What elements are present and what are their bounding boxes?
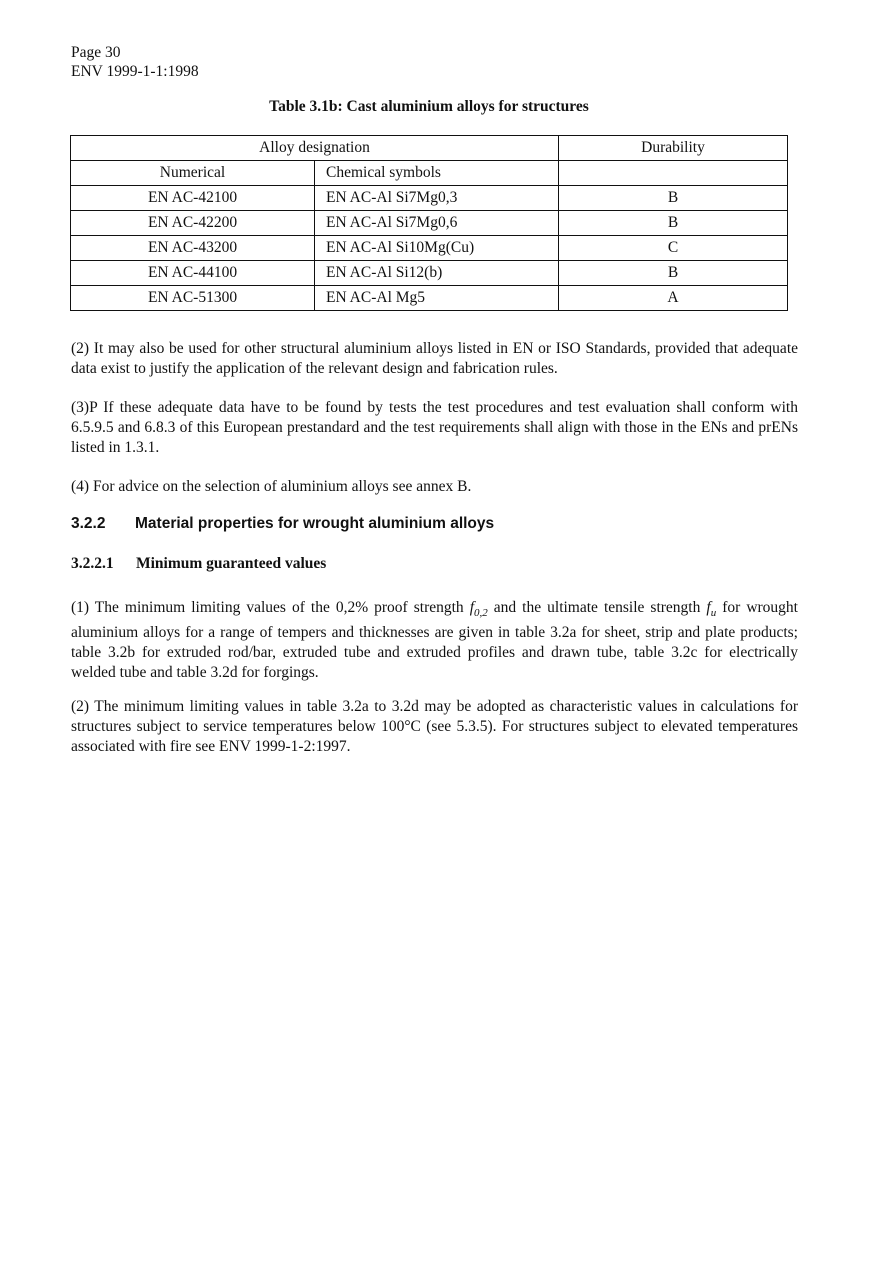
alloy-designation-header: Alloy designation xyxy=(71,136,559,161)
chemical-cell: EN AC-Al Si12(b) xyxy=(315,261,559,286)
paragraph-min-values-2: (2) The minimum limiting values in table 3.2a to 3.2d may be adopted as characteristic values in calculations for structures subject to service temperatures below 100°C (see 5.3.5). For structures subject to elevated temperatures associated with fire see ENV 1999-1-2:1997. xyxy=(71,698,798,755)
chemical-cell: EN AC-Al Si10Mg(Cu) xyxy=(315,236,559,261)
numerical-cell: EN AC-51300 xyxy=(71,286,315,311)
symbol-base: f xyxy=(469,599,475,616)
section-heading-3-2-2 xyxy=(71,515,494,533)
durability-cell: C xyxy=(559,236,788,261)
chemical-cell: EN AC-Al Si7Mg0,6 xyxy=(315,211,559,236)
page-number: Page 30 xyxy=(71,44,121,61)
table-header-row xyxy=(71,136,788,161)
numerical-cell: EN AC-43200 xyxy=(71,236,315,261)
paragraph-4: (4) For advice on the selection of aluminium alloys see annex B. xyxy=(71,478,472,495)
table-row xyxy=(71,186,788,211)
durability-cell: A xyxy=(559,286,788,311)
symbol-subscript: 0,2 xyxy=(474,607,488,620)
durability-cell: B xyxy=(559,261,788,286)
table-row xyxy=(71,286,788,311)
symbol-fu xyxy=(706,599,717,620)
paragraph-3p: (3)P If these adequate data have to be found by tests the test procedures and test evaluation shall conform with 6.5.9.5 and 6.8.3 of this European prestandard and the test requirements shall align with those in the ENs and prENs listed in 1.3.1. xyxy=(71,399,798,456)
document-reference: ENV 1999-1-1:1998 xyxy=(71,63,199,80)
numerical-header: Numerical xyxy=(71,161,315,186)
section-number: 3.2.2 xyxy=(71,515,106,532)
table-row xyxy=(71,236,788,261)
section-title: Material properties for wrought aluminium alloys xyxy=(135,515,495,532)
table-row xyxy=(71,261,788,286)
text-run: and the ultimate tensile strength xyxy=(487,599,707,616)
chemical-symbols-header: Chemical symbols xyxy=(315,161,559,186)
chemical-cell: EN AC-Al Si7Mg0,3 xyxy=(315,186,559,211)
subsection-number: 3.2.2.1 xyxy=(71,555,114,572)
text-run: for wrought aluminium alloys for a range of tempers and thicknesses are given in table 3.2a for sheet, strip and plate products; table 3.2b for extruded rod/bar, extruded tube and extruded profiles and drawn tube, table 3.2c for electrically welded tube and table 3.2d for forgings. xyxy=(71,599,798,682)
numerical-cell: EN AC-42100 xyxy=(71,186,315,211)
symbol-f02 xyxy=(469,599,488,620)
section-heading-3-2-2-1 xyxy=(71,555,326,573)
text-run: (1) The minimum limiting values of the 0,2% proof strength xyxy=(71,599,470,616)
alloy-table xyxy=(70,135,788,311)
symbol-subscript: u xyxy=(710,607,717,620)
durability-cell: B xyxy=(559,186,788,211)
table-row xyxy=(71,211,788,236)
subsection-title: Minimum guaranteed values xyxy=(136,555,327,572)
paragraph-min-values-1 xyxy=(71,598,798,683)
table-subheader-row xyxy=(71,161,788,186)
numerical-cell: EN AC-44100 xyxy=(71,261,315,286)
durability-subheader-empty xyxy=(559,161,788,186)
paragraph-2: (2) It may also be used for other structural aluminium alloys listed in EN or ISO Standards, provided that adequate data exist to justify the application of the relevant design and fabrication rules. xyxy=(71,340,798,377)
numerical-cell: EN AC-42200 xyxy=(71,211,315,236)
table-caption: Table 3.1b: Cast aluminium alloys for structures xyxy=(269,98,589,115)
durability-cell: B xyxy=(559,211,788,236)
symbol-base: f xyxy=(706,599,711,616)
durability-header: Durability xyxy=(559,136,788,161)
chemical-cell: EN AC-Al Mg5 xyxy=(315,286,559,311)
